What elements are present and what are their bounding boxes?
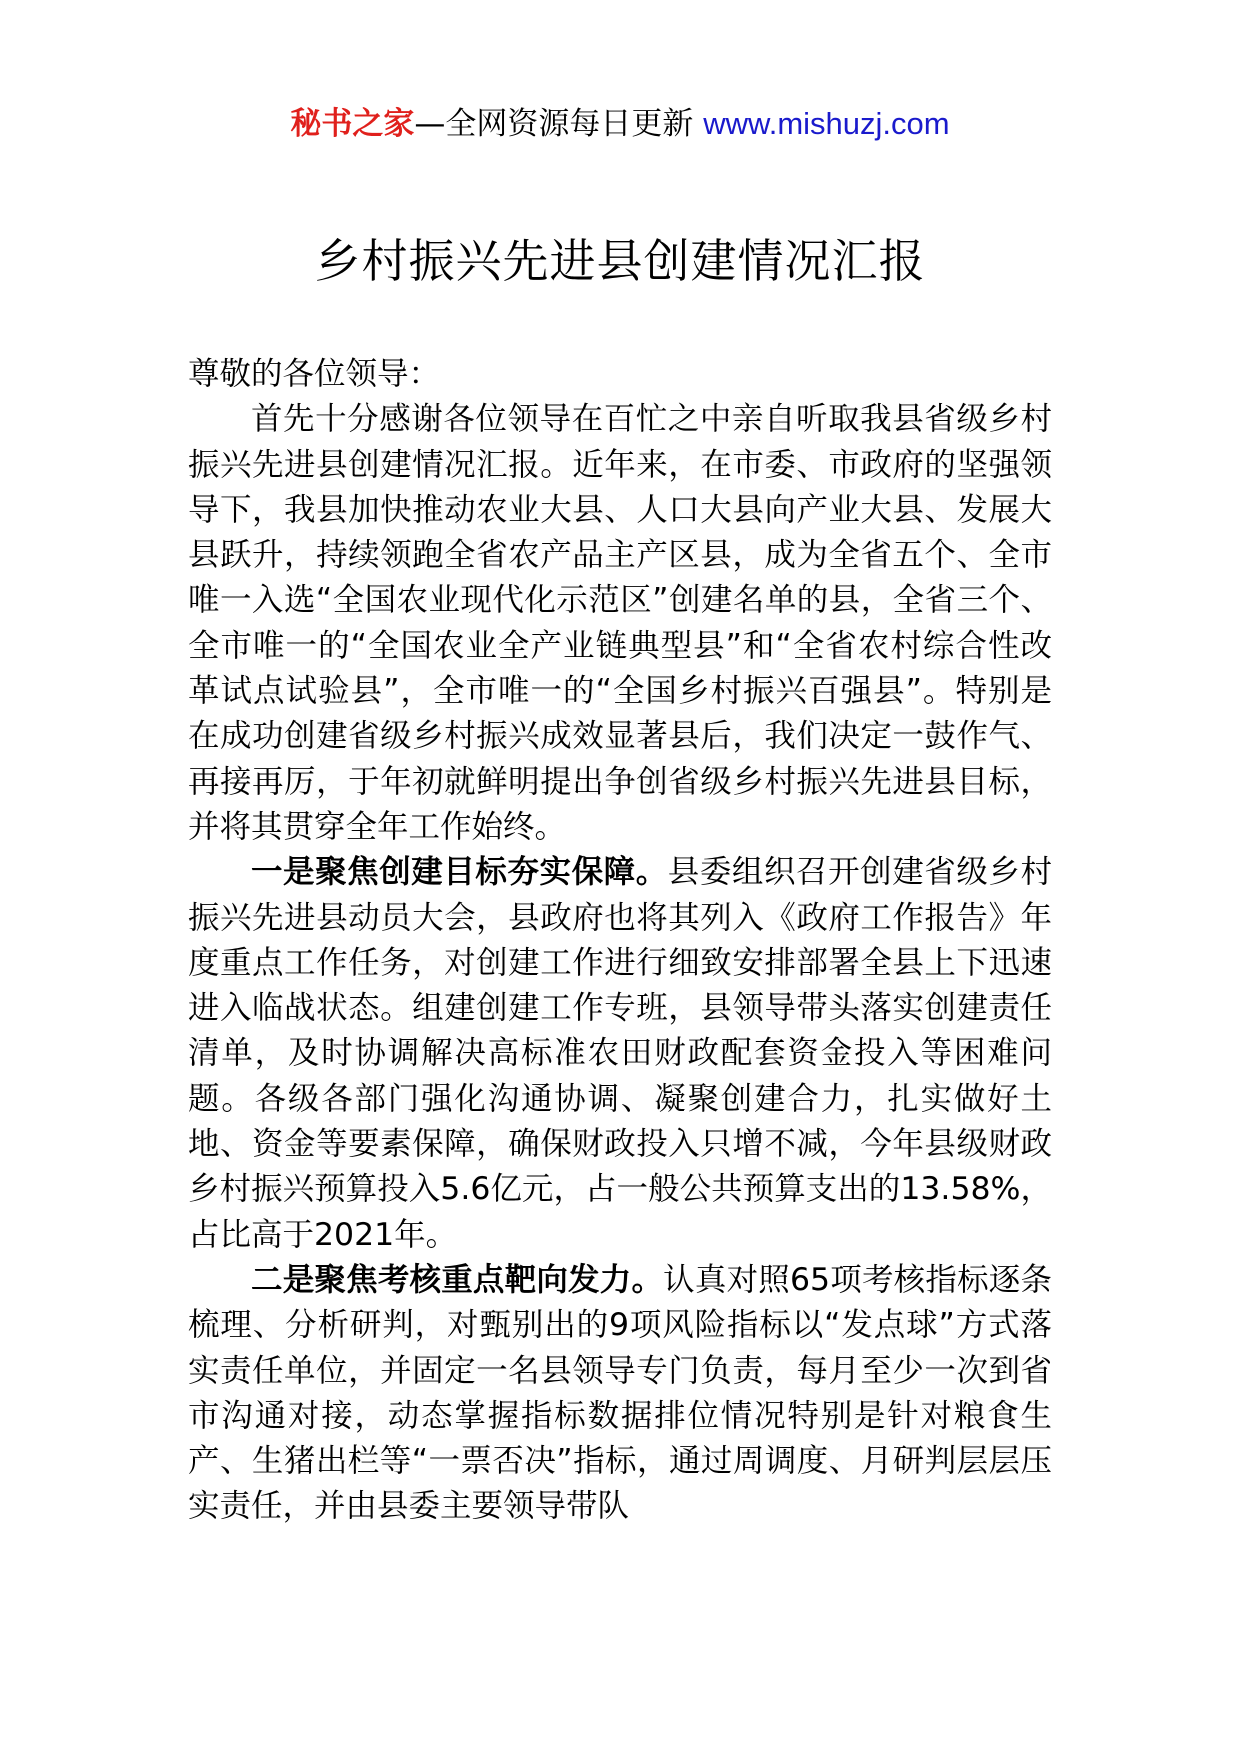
site-url-link[interactable]: www.mishuzj.com bbox=[703, 106, 950, 141]
section-lead-2: 二是聚焦考核重点靶向发力。 bbox=[251, 1261, 664, 1298]
section-text-2: 认真对照65项考核指标逐条梳理、分析研判，对甄别出的9项风险指标以“发点球”方式落实责任单位，并固定一名县领导专门负责，每月至少一次到省市沟通对接，动态掌握指标数据排位情况特别是针对粮食生产、生猪出栏等“一票否决”指标，通过周调度、月研判层层压实责任，并由县委主要领导带队 bbox=[188, 1261, 1052, 1525]
salutation: 尊敬的各位领导： bbox=[188, 356, 441, 392]
section-paragraph-2 bbox=[188, 1258, 1052, 1530]
document-body bbox=[188, 352, 1052, 1530]
section-lead-1: 一是聚焦创建目标夯实保障。 bbox=[251, 854, 668, 891]
intro-paragraph: 首先十分感谢各位领导在百忙之中亲自听取我县省级乡村振兴先进县创建情况汇报。近年来，在市委、市政府的坚强领导下，我县加快推动农业大县、人口大县向产业大县、发展大县跃升，持续领跑全省农产品主产区县，成为全省五个、全市唯一入选“全国农业现代化示范区”创建名单的县，全省三个、全市唯一的“全国农业全产业链典型县”和“全省农村综合性改革试点试验县”，全市唯一的“全国乡村振兴百强县”。特别是在成功创建省级乡村振兴成效显著县后，我们决定一鼓作气、再接再厉，于年初就鲜明提出争创省级乡村振兴先进县目标，并将其贯穿全年工作始终。 bbox=[188, 401, 1052, 845]
section-text-1: 县委组织召开创建省级乡村振兴先进县动员大会，县政府也将其列入《政府工作报告》年度重点工作任务，对创建工作进行细致安排部署全县上下迅速进入临战状态。组建创建工作专班，县领导带头落实创建责任清单，及时协调解决高标准农田财政配套资金投入等困难问题。各级各部门强化沟通协调、凝聚创建合力，扎实做好土地、资金等要素保障，确保财政投入只增不减，今年县级财政乡村振兴预算投入5.6亿元，占一般公共预算支出的13.58%，占比高于2021年。 bbox=[188, 854, 1052, 1253]
document-title: 乡村振兴先进县创建情况汇报 bbox=[314, 234, 926, 288]
section-paragraph-1 bbox=[188, 850, 1052, 1258]
header-slogan: —全网资源每日更新 bbox=[414, 106, 694, 142]
brand-name: 秘书之家 bbox=[290, 106, 415, 142]
site-header bbox=[0, 100, 1240, 148]
